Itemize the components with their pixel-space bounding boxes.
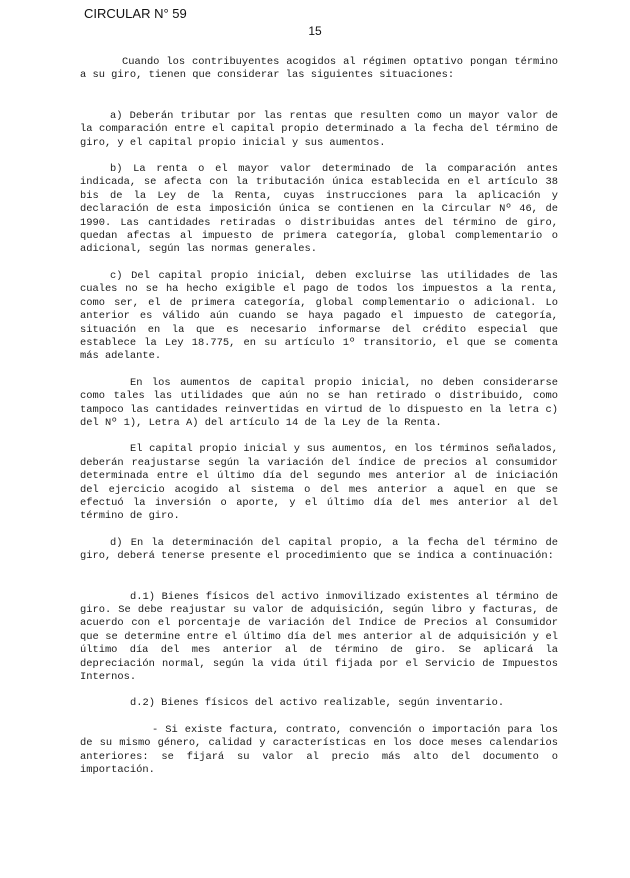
circular-header: CIRCULAR N° 59 bbox=[84, 6, 187, 21]
paragraph-b: b) La renta o el mayor valor determinado de la comparación antes indicada, se afecta con la tributación única establecida en el artículo 38 bis de la Ley de la Renta, cuyas instrucciones para la aplicación y declaración de esta imposición única se contienen en la Circular Nº 46, de 1990. Las cantidades retiradas o distribuidas antes del término de giro, quedan afectas al impuesto de primera categoría, global complementario o adicional, según las normas generales. bbox=[80, 163, 558, 256]
page-number: 15 bbox=[308, 24, 322, 38]
paragraph-c-aumentos: En los aumentos de capital propio inicial, no deben considerarse como tales las utilidades que aún no se han retirado o distribuido, como tampoco las cantidades reinvertidas en virtud de lo dispuesto en la letra c) del Nº 1), Letra A) del artículo 14 de la Ley de la Renta. bbox=[80, 376, 558, 429]
paragraph-c-reajuste: El capital propio inicial y sus aumentos, en los términos señalados, deberán reajustarse según la variación del índice de precios al consumidor determinada entre el último día del segundo mes anterior al de iniciación del ejercicio acogido al sistema o del mes anterior a aquel en que se efectuó la inversión o aporte, y el último día del mes anterior al del término de giro. bbox=[80, 443, 558, 523]
document-body bbox=[80, 56, 558, 777]
paragraph-d: d) En la determinación del capital propio, a la fecha del término de giro, deberá tenerse presente el procedimiento que se indica a continuación: bbox=[80, 536, 558, 563]
paragraph-intro: Cuando los contribuyentes acogidos al régimen optativo pongan término a su giro, tienen que considerar las siguientes situaciones: bbox=[80, 56, 558, 82]
paragraph-d2-factura: - Si existe factura, contrato, convención o importación para los de su mismo género, calidad y características en los doce meses calendarios anteriores: se fijará su valor al precio más alto del documento o importación. bbox=[80, 723, 558, 777]
paragraph-d1: d.1) Bienes físicos del activo inmovilizado existentes al término de giro. Se debe reajustar su valor de adquisición, según libro y facturas, de acuerdo con el porcentaje de variación del Indice de Precios al Consumidor que se determine entre el último día del mes anterior al de adquisición y el último día del mes anterior al de término de giro. Se aplicará la depreciación normal, según la vida útil fijada por el Servicio de Impuestos Internos. bbox=[80, 590, 558, 684]
paragraph-a: a) Deberán tributar por las rentas que resulten como un mayor valor de la comparación entre el capital propio determinado a la fecha del término de giro, y el capital propio inicial y sus aumentos. bbox=[80, 109, 558, 149]
paragraph-d2: d.2) Bienes físicos del activo realizable, según inventario. bbox=[130, 697, 505, 710]
paragraph-c: c) Del capital propio inicial, deben excluirse las utilidades de las cuales no se ha hecho exigible el pago de todos los impuestos a la renta, como ser, el de primera categoría, global complementario o adicional. Lo anterior es válido aún cuando se haya pagado el impuesto de categoría, situación en la que es necesario informarse del crédito especial que establece la Ley 18.775, en su artículo 1º transitorio, el que se comenta más adelante. bbox=[80, 269, 558, 363]
